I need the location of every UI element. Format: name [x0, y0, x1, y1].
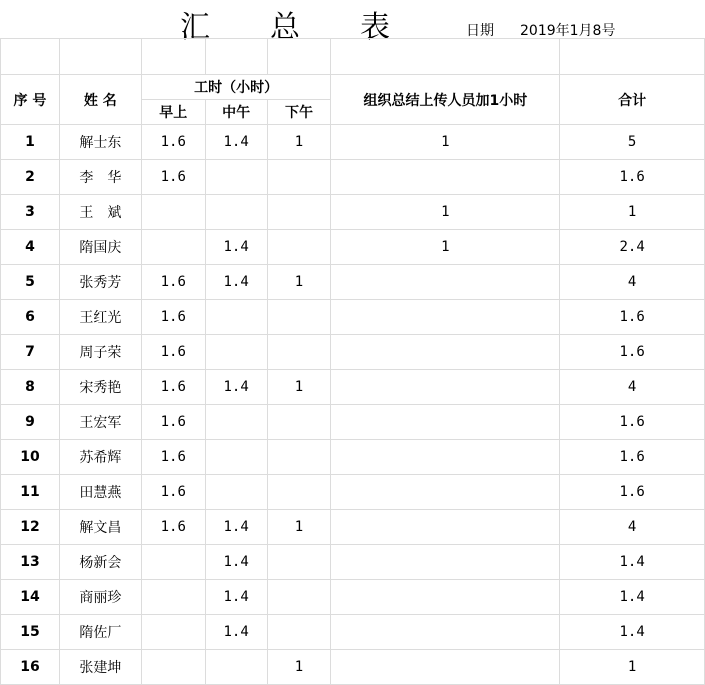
col-header-seq[interactable]: 序 号	[1, 75, 60, 125]
seq-cell[interactable]: 16	[1, 650, 60, 685]
name-cell[interactable]: 苏希辉	[59, 440, 141, 475]
name-cell[interactable]: 宋秀艳	[59, 370, 141, 405]
table-row	[1, 615, 705, 650]
noon-cell[interactable]: 1.4	[205, 125, 267, 160]
name-cell[interactable]: 王宏军	[59, 405, 141, 440]
table-row	[1, 475, 705, 510]
seq-cell[interactable]: 15	[1, 615, 60, 650]
table-row	[1, 335, 705, 370]
blank-cell[interactable]	[560, 39, 705, 75]
afternoon-cell[interactable]: 1	[267, 510, 331, 545]
noon-cell[interactable]	[205, 650, 267, 685]
name-cell[interactable]: 王红光	[59, 300, 141, 335]
extra-cell[interactable]	[331, 510, 560, 545]
name-cell[interactable]: 隋国庆	[59, 230, 141, 265]
total-cell[interactable]: 2.4	[560, 230, 705, 265]
name-cell[interactable]: 田慧燕	[59, 475, 141, 510]
table-row	[1, 650, 705, 685]
morning-cell[interactable]	[141, 195, 205, 230]
col-header-extra[interactable]: 组织总结上传人员加1小时	[331, 75, 560, 125]
table-row	[1, 370, 705, 405]
total-cell[interactable]: 4	[560, 510, 705, 545]
afternoon-cell[interactable]	[267, 475, 331, 510]
noon-cell[interactable]: 1.4	[205, 370, 267, 405]
table-row	[1, 510, 705, 545]
extra-cell[interactable]	[331, 580, 560, 615]
table-row	[1, 405, 705, 440]
name-cell[interactable]: 王 斌	[59, 195, 141, 230]
total-cell[interactable]: 1.6	[560, 475, 705, 510]
name-cell[interactable]: 解士东	[59, 125, 141, 160]
blank-cell[interactable]	[331, 39, 560, 75]
noon-cell[interactable]: 1.4	[205, 265, 267, 300]
name-cell[interactable]: 周子荣	[59, 335, 141, 370]
name-cell[interactable]: 隋佐厂	[59, 615, 141, 650]
afternoon-cell[interactable]: 1	[267, 650, 331, 685]
morning-cell[interactable]	[141, 615, 205, 650]
morning-cell[interactable]	[141, 230, 205, 265]
date-value: 2019年1月8号	[520, 23, 616, 39]
table-row	[1, 265, 705, 300]
morning-cell[interactable]: 1.6	[141, 370, 205, 405]
morning-cell[interactable]: 1.6	[141, 475, 205, 510]
table-row	[1, 580, 705, 615]
seq-cell[interactable]: 14	[1, 580, 60, 615]
total-cell[interactable]: 1	[560, 650, 705, 685]
extra-cell[interactable]: 1	[331, 195, 560, 230]
total-cell[interactable]: 1.6	[560, 440, 705, 475]
total-cell[interactable]: 4	[560, 370, 705, 405]
noon-cell[interactable]: 1.4	[205, 580, 267, 615]
morning-cell[interactable]	[141, 545, 205, 580]
seq-cell[interactable]: 7	[1, 335, 60, 370]
afternoon-cell[interactable]: 1	[267, 370, 331, 405]
morning-cell[interactable]	[141, 580, 205, 615]
total-cell[interactable]: 1	[560, 195, 705, 230]
noon-cell[interactable]: 1.4	[205, 545, 267, 580]
morning-cell[interactable]: 1.6	[141, 160, 205, 195]
afternoon-cell[interactable]	[267, 440, 331, 475]
table-row	[1, 545, 705, 580]
name-cell[interactable]: 杨新会	[59, 545, 141, 580]
col-header-morning[interactable]: 早上	[141, 100, 205, 125]
date-label: 日期	[466, 23, 494, 39]
afternoon-cell[interactable]	[267, 580, 331, 615]
noon-cell[interactable]	[205, 160, 267, 195]
afternoon-cell[interactable]	[267, 615, 331, 650]
afternoon-cell[interactable]	[267, 300, 331, 335]
name-cell[interactable]: 张秀芳	[59, 265, 141, 300]
table-row	[1, 300, 705, 335]
seq-cell[interactable]: 5	[1, 265, 60, 300]
total-cell[interactable]: 1.6	[560, 160, 705, 195]
extra-cell[interactable]	[331, 615, 560, 650]
table-row	[1, 125, 705, 160]
extra-cell[interactable]	[331, 475, 560, 510]
seq-cell[interactable]: 4	[1, 230, 60, 265]
morning-cell[interactable]: 1.6	[141, 440, 205, 475]
noon-cell[interactable]: 1.4	[205, 230, 267, 265]
afternoon-cell[interactable]	[267, 195, 331, 230]
extra-cell[interactable]	[331, 160, 560, 195]
extra-cell[interactable]	[331, 370, 560, 405]
afternoon-cell[interactable]	[267, 545, 331, 580]
total-cell[interactable]: 5	[560, 125, 705, 160]
total-cell[interactable]: 1.6	[560, 335, 705, 370]
total-cell[interactable]: 1.6	[560, 405, 705, 440]
blank-cell[interactable]	[267, 39, 331, 75]
col-header-hours[interactable]: 工时（小时）	[141, 75, 331, 100]
total-cell[interactable]: 4	[560, 265, 705, 300]
seq-cell[interactable]: 13	[1, 545, 60, 580]
afternoon-cell[interactable]	[267, 230, 331, 265]
afternoon-cell[interactable]	[267, 405, 331, 440]
morning-cell[interactable]: 1.6	[141, 125, 205, 160]
name-cell[interactable]: 张建坤	[59, 650, 141, 685]
total-cell[interactable]: 1.4	[560, 615, 705, 650]
total-cell[interactable]: 1.6	[560, 300, 705, 335]
blank-cell[interactable]	[205, 39, 267, 75]
seq-cell[interactable]: 12	[1, 510, 60, 545]
noon-cell[interactable]	[205, 335, 267, 370]
noon-cell[interactable]: 1.4	[205, 510, 267, 545]
seq-cell[interactable]: 1	[1, 125, 60, 160]
extra-cell[interactable]	[331, 405, 560, 440]
col-header-noon[interactable]: 中午	[205, 100, 267, 125]
seq-cell[interactable]: 8	[1, 370, 60, 405]
col-header-afternoon[interactable]: 下午	[267, 100, 331, 125]
col-header-name[interactable]: 姓 名	[59, 75, 141, 125]
noon-cell[interactable]: 1.4	[205, 615, 267, 650]
table-row	[1, 230, 705, 265]
afternoon-cell[interactable]	[267, 160, 331, 195]
table-row	[1, 195, 705, 230]
name-cell[interactable]: 解文昌	[59, 510, 141, 545]
blank-cell[interactable]	[141, 39, 205, 75]
blank-cell[interactable]	[1, 39, 60, 75]
summary-table	[0, 38, 705, 685]
noon-cell[interactable]	[205, 475, 267, 510]
total-cell[interactable]: 1.4	[560, 580, 705, 615]
table-row	[1, 160, 705, 195]
extra-cell[interactable]: 1	[331, 125, 560, 160]
title-row	[0, 0, 705, 45]
extra-cell[interactable]	[331, 650, 560, 685]
morning-cell[interactable]: 1.6	[141, 335, 205, 370]
extra-cell[interactable]	[331, 545, 560, 580]
seq-cell[interactable]: 9	[1, 405, 60, 440]
blank-row	[1, 39, 705, 75]
seq-cell[interactable]: 3	[1, 195, 60, 230]
afternoon-cell[interactable]: 1	[267, 265, 331, 300]
name-cell[interactable]: 商丽珍	[59, 580, 141, 615]
noon-cell[interactable]	[205, 195, 267, 230]
morning-cell[interactable]: 1.6	[141, 300, 205, 335]
name-cell[interactable]: 李 华	[59, 160, 141, 195]
total-cell[interactable]: 1.4	[560, 545, 705, 580]
noon-cell[interactable]	[205, 405, 267, 440]
blank-cell[interactable]	[59, 39, 141, 75]
table-row	[1, 440, 705, 475]
extra-cell[interactable]: 1	[331, 230, 560, 265]
seq-cell[interactable]: 6	[1, 300, 60, 335]
seq-cell[interactable]: 2	[1, 160, 60, 195]
noon-cell[interactable]	[205, 440, 267, 475]
extra-cell[interactable]	[331, 440, 560, 475]
extra-cell[interactable]	[331, 300, 560, 335]
col-header-total[interactable]: 合计	[560, 75, 705, 125]
header-row-1	[1, 75, 705, 100]
afternoon-cell[interactable]: 1	[267, 125, 331, 160]
afternoon-cell[interactable]	[267, 335, 331, 370]
seq-cell[interactable]: 10	[1, 440, 60, 475]
extra-cell[interactable]	[331, 265, 560, 300]
morning-cell[interactable]	[141, 650, 205, 685]
seq-cell[interactable]: 11	[1, 475, 60, 510]
extra-cell[interactable]	[331, 335, 560, 370]
morning-cell[interactable]: 1.6	[141, 265, 205, 300]
noon-cell[interactable]	[205, 300, 267, 335]
morning-cell[interactable]: 1.6	[141, 405, 205, 440]
sheet-title: 汇 总 表	[180, 10, 390, 45]
morning-cell[interactable]: 1.6	[141, 510, 205, 545]
